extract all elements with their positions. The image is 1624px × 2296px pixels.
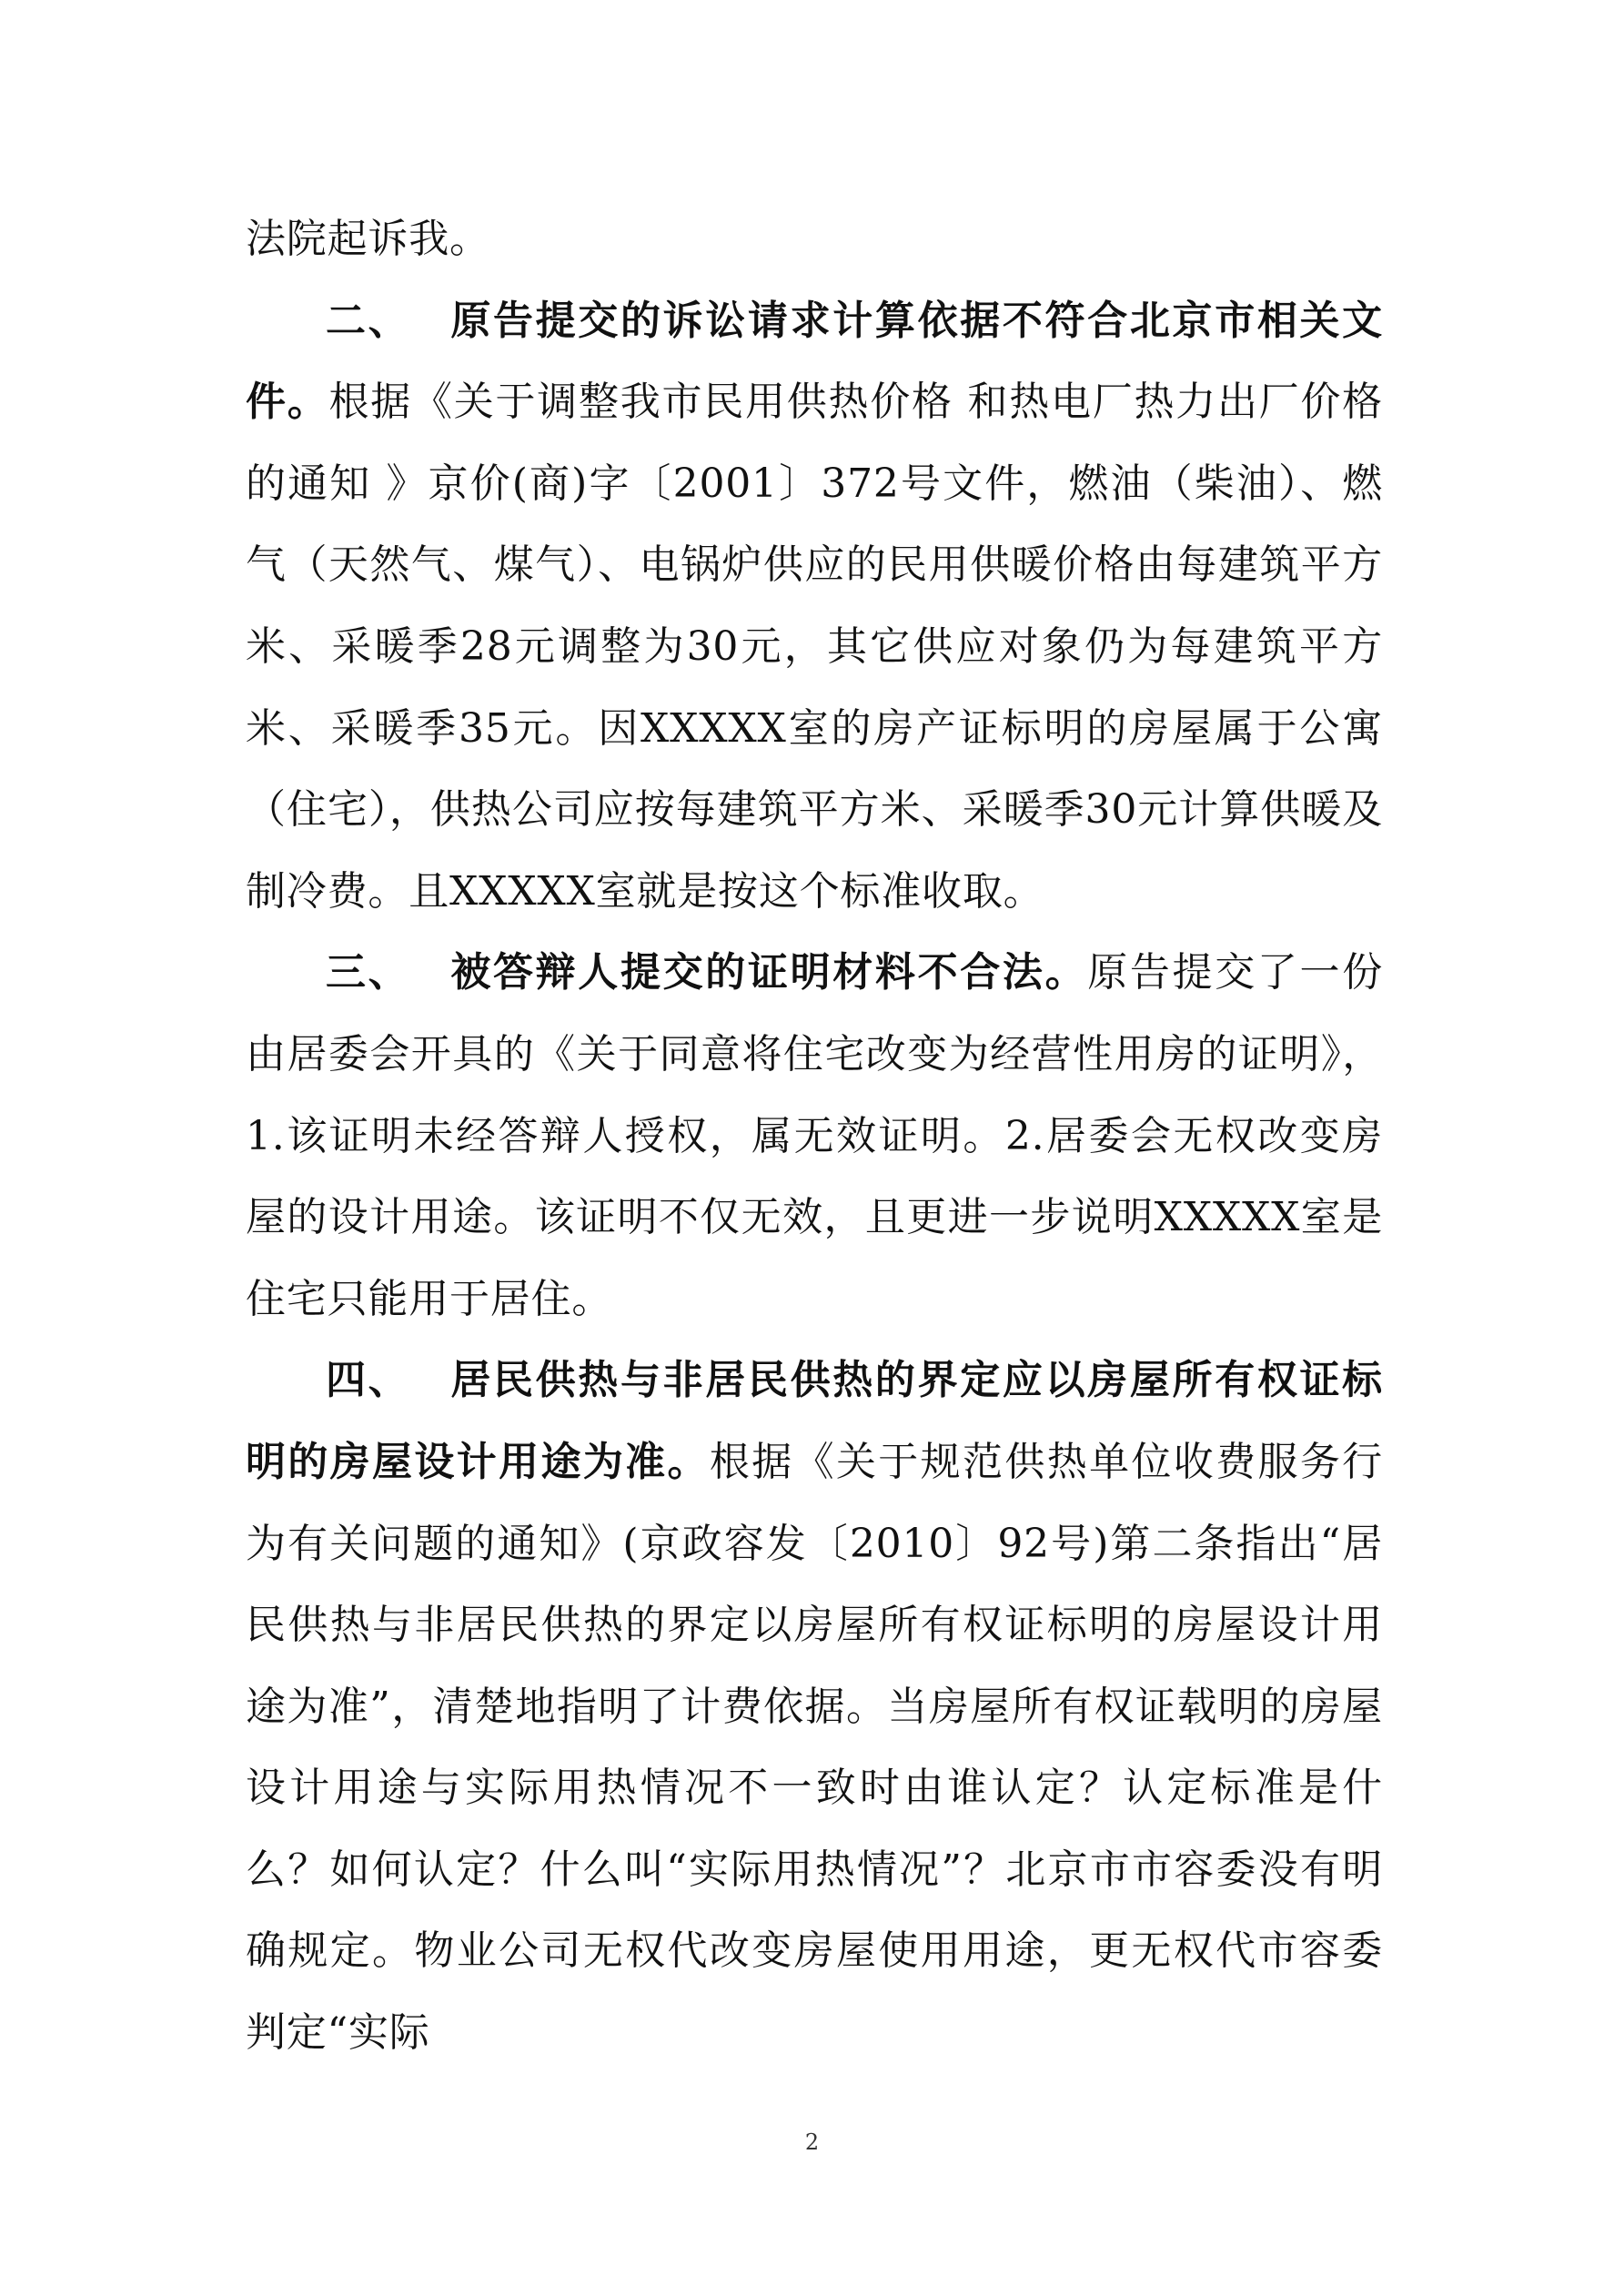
paragraph-text: 法院起诉我。 — [246, 216, 490, 262]
section-number: 三、 — [326, 949, 411, 996]
section-heading: 原告提交的诉讼请求计算依据不符合北京市相关文件。 — [246, 297, 1383, 426]
paragraph-section-3 — [246, 932, 1383, 1340]
document-body — [246, 198, 1383, 2074]
paragraph-text: 原告提交了一份由居委会开具的《关于同意将住宅改变为经营性用房的证明》，1.该证明未经答辩人授权，属无效证明。2.居委会无权改变房屋的设计用途。该证明不仅无效，且更进一步说明XXXXX室是住宅只能用于居住。 — [246, 949, 1383, 1322]
paragraph-continuation — [246, 198, 1383, 280]
section-heading: 被答辩人提交的证明材料不合法。 — [450, 949, 1088, 996]
page-number: 2 — [804, 2129, 820, 2155]
section-number: 二、 — [326, 297, 411, 344]
section-heading: 居民供热与非居民供热的界定应以房屋所有权证标明的房屋设计用途为准。 — [246, 1357, 1383, 1485]
paragraph-section-4 — [246, 1340, 1383, 2073]
section-number: 四、 — [326, 1357, 411, 1404]
paragraph-text: 根据《关于调整我市民用供热价格 和热电厂热力出厂价格的通知 》京价(商)字〔2001〕372号文件，燃油（柴油）、燃气（天然气、煤气）、电锅炉供应的民用供暖价格由每建筑平方米、采暖季28元调整为30元，其它供应对象仍为每建筑平方米、采暖季35元。因XXXXX室的房产证标明的房屋属于公寓（住宅），供热公司应按每建筑平方米、采暖季30元计算供暖及制冷费。且XXXXX室就是按这个标准收取。 — [246, 379, 1383, 915]
paragraph-section-2 — [246, 280, 1383, 933]
paragraph-text: 根据《关于规范供热单位收费服务行为有关问题的通知》(京政容发〔2010〕92号)第二条指出“居民供热与非居民供热的界定以房屋所有权证标明的房屋设计用途为准”，清楚地指明了计费依据。当房屋所有权证载明的房屋设计用途与实际用热情况不一致时由谁认定？认定标准是什么？如何认定？什么叫“实际用热情况”？北京市市容委没有明确规定。物业公司无权代改变房屋使用用途，更无权代市容委判定“实际 — [246, 1438, 1383, 2057]
